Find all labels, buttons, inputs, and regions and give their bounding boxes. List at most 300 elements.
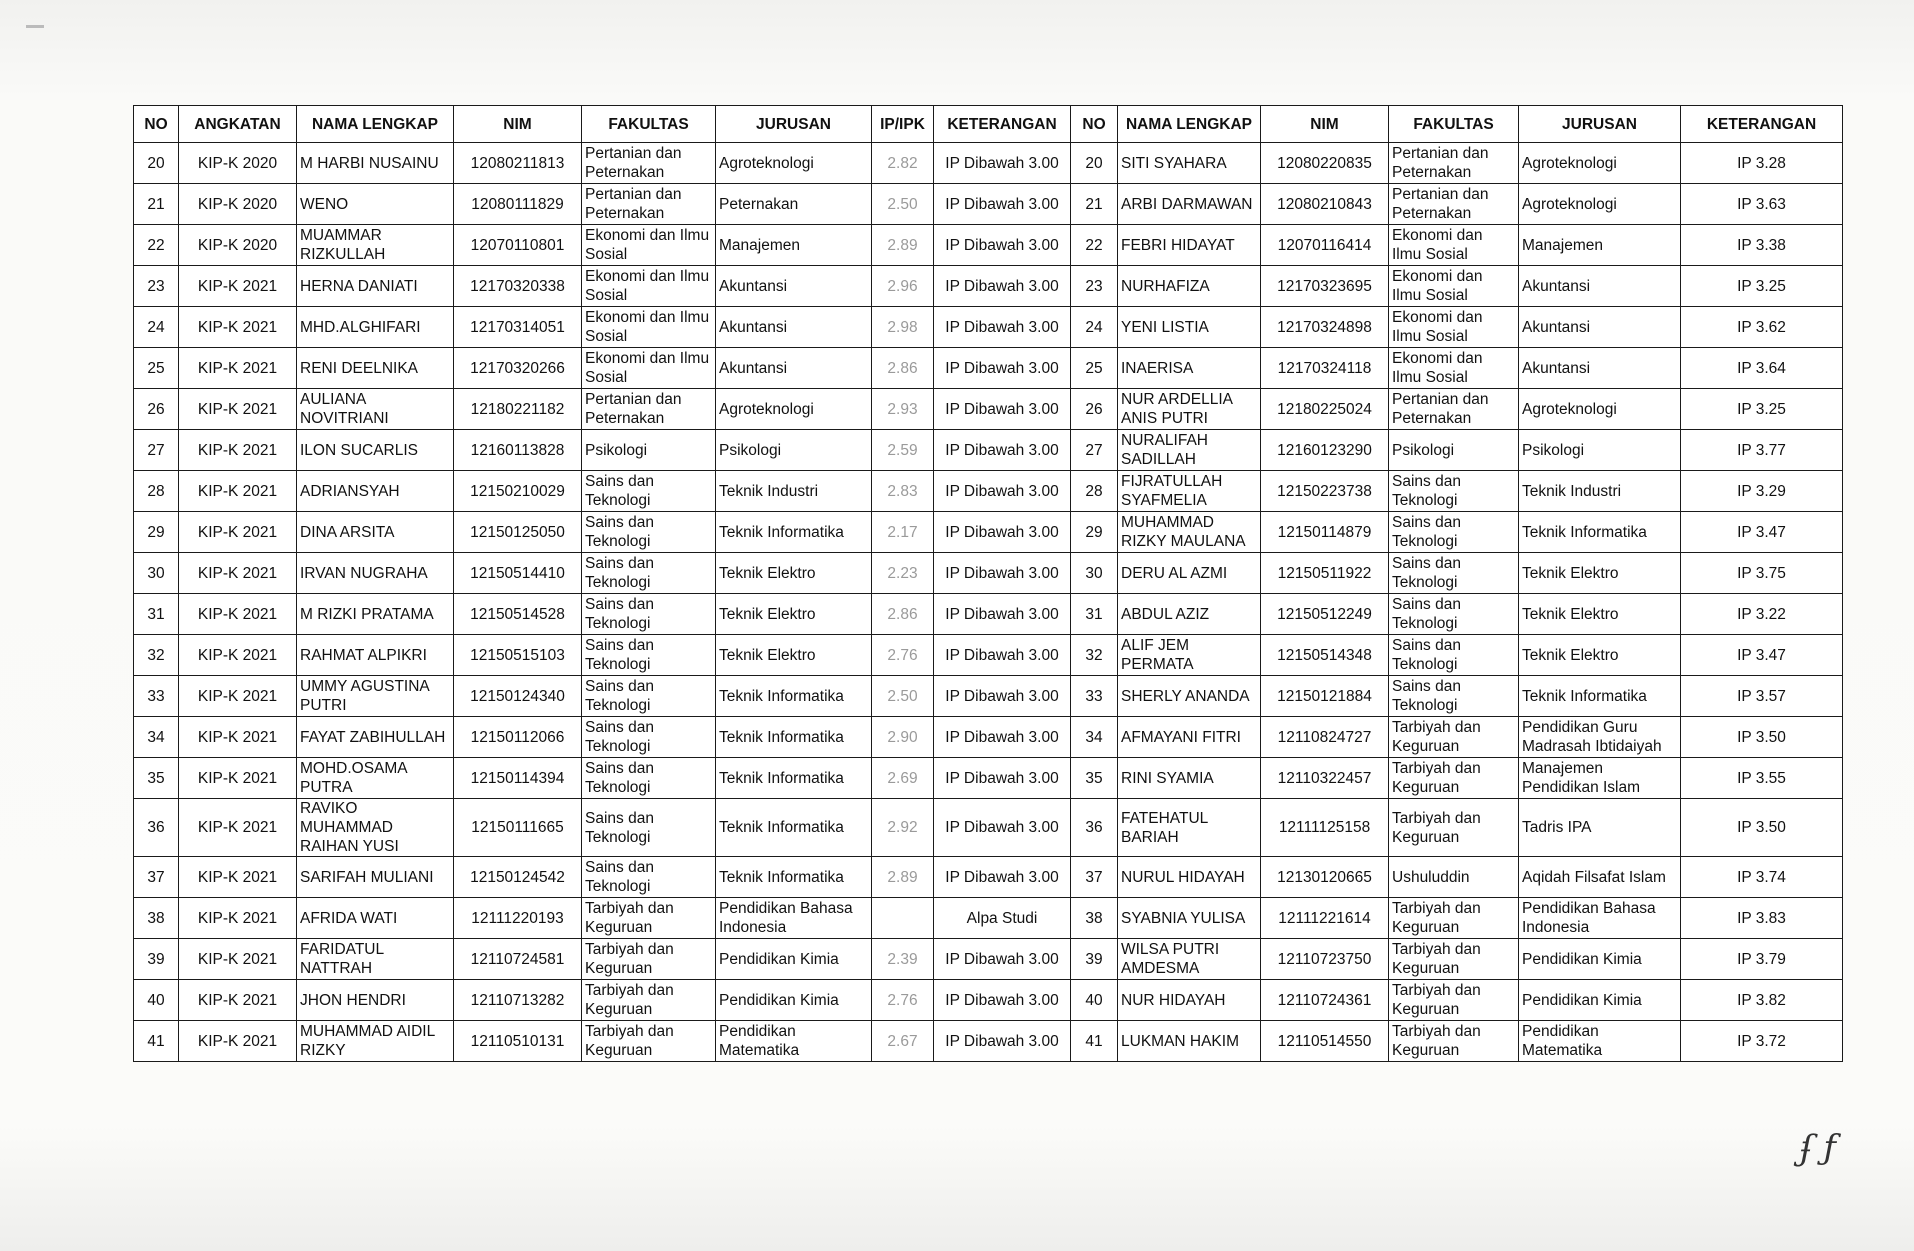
table-row [134, 553, 1843, 594]
cell-angkatan: KIP-K 2021 [179, 799, 297, 857]
cell-nama: JHON HENDRI [297, 980, 454, 1021]
cell-jurusan: Teknik Informatika [716, 512, 872, 553]
cell-ipk: 2.86 [872, 348, 934, 389]
cell-no2: 22 [1071, 225, 1118, 266]
cell-nama2: FEBRI HIDAYAT [1118, 225, 1261, 266]
cell-fakultas2: Sains dan Teknologi [1389, 512, 1519, 553]
table-row [134, 635, 1843, 676]
cell-no: 20 [134, 143, 179, 184]
cell-jurusan: Teknik Informatika [716, 758, 872, 799]
cell-nama: M RIZKI PRATAMA [297, 594, 454, 635]
cell-fakultas2: Tarbiyah dan Keguruan [1389, 717, 1519, 758]
cell-keterangan: IP Dibawah 3.00 [934, 939, 1071, 980]
cell-nim2: 12110723750 [1261, 939, 1389, 980]
cell-nama2: FATEHATUL BARIAH [1118, 799, 1261, 857]
table-row [134, 184, 1843, 225]
cell-nim2: 12110824727 [1261, 717, 1389, 758]
header-keterangan: KETERANGAN [934, 106, 1071, 143]
header-no-2: NO [1071, 106, 1118, 143]
cell-nim2: 12150114879 [1261, 512, 1389, 553]
cell-fakultas2: Tarbiyah dan Keguruan [1389, 939, 1519, 980]
student-table-container [133, 105, 1842, 1062]
cell-ipk: 2.59 [872, 430, 934, 471]
cell-ipk: 2.92 [872, 799, 934, 857]
cell-keterangan2: IP 3.83 [1681, 898, 1843, 939]
cell-fakultas: Sains dan Teknologi [582, 553, 716, 594]
cell-no2: 25 [1071, 348, 1118, 389]
cell-jurusan2: Agroteknologi [1519, 143, 1681, 184]
cell-nama2: SYABNIA YULISA [1118, 898, 1261, 939]
cell-jurusan: Teknik Industri [716, 471, 872, 512]
header-jurusan: JURUSAN [716, 106, 872, 143]
cell-ipk: 2.89 [872, 857, 934, 898]
cell-nama2: ABDUL AZIZ [1118, 594, 1261, 635]
student-table [133, 105, 1843, 1062]
cell-jurusan2: Aqidah Filsafat Islam [1519, 857, 1681, 898]
cell-jurusan2: Pendidikan Kimia [1519, 939, 1681, 980]
cell-angkatan: KIP-K 2021 [179, 1021, 297, 1062]
table-row [134, 225, 1843, 266]
scan-mark [26, 25, 44, 28]
cell-no: 36 [134, 799, 179, 857]
cell-angkatan: KIP-K 2021 [179, 898, 297, 939]
cell-angkatan: KIP-K 2020 [179, 225, 297, 266]
cell-fakultas: Sains dan Teknologi [582, 799, 716, 857]
cell-jurusan2: Teknik Industri [1519, 471, 1681, 512]
cell-jurusan2: Pendidikan Guru Madrasah Ibtidaiyah [1519, 717, 1681, 758]
cell-nama: FARIDATUL NATTRAH [297, 939, 454, 980]
cell-nim2: 12150514348 [1261, 635, 1389, 676]
cell-keterangan: IP Dibawah 3.00 [934, 184, 1071, 225]
cell-nama2: NURALIFAH SADILLAH [1118, 430, 1261, 471]
header-fakultas-2: FAKULTAS [1389, 106, 1519, 143]
cell-nim2: 12150512249 [1261, 594, 1389, 635]
cell-fakultas: Ekonomi dan Ilmu Sosial [582, 348, 716, 389]
table-row [134, 980, 1843, 1021]
cell-nim2: 12070116414 [1261, 225, 1389, 266]
cell-ipk: 2.17 [872, 512, 934, 553]
cell-no: 32 [134, 635, 179, 676]
cell-no: 35 [134, 758, 179, 799]
table-row [134, 307, 1843, 348]
cell-jurusan2: Teknik Informatika [1519, 512, 1681, 553]
cell-nama2: FIJRATULLAH SYAFMELIA [1118, 471, 1261, 512]
cell-nama: MHD.ALGHIFARI [297, 307, 454, 348]
cell-nama: MUAMMAR RIZKULLAH [297, 225, 454, 266]
cell-no2: 40 [1071, 980, 1118, 1021]
cell-ipk: 2.67 [872, 1021, 934, 1062]
cell-ipk: 2.39 [872, 939, 934, 980]
cell-keterangan: IP Dibawah 3.00 [934, 799, 1071, 857]
cell-jurusan: Teknik Informatika [716, 857, 872, 898]
cell-no: 25 [134, 348, 179, 389]
cell-nama: RAHMAT ALPIKRI [297, 635, 454, 676]
cell-fakultas: Ekonomi dan Ilmu Sosial [582, 307, 716, 348]
cell-no2: 34 [1071, 717, 1118, 758]
cell-nim: 12150514410 [454, 553, 582, 594]
table-row [134, 389, 1843, 430]
cell-fakultas: Psikologi [582, 430, 716, 471]
cell-keterangan2: IP 3.50 [1681, 717, 1843, 758]
table-row [134, 898, 1843, 939]
cell-nim: 12150210029 [454, 471, 582, 512]
cell-fakultas: Tarbiyah dan Keguruan [582, 980, 716, 1021]
header-no: NO [134, 106, 179, 143]
cell-no2: 21 [1071, 184, 1118, 225]
cell-nama: FAYAT ZABIHULLAH [297, 717, 454, 758]
cell-nama2: DERU AL AZMI [1118, 553, 1261, 594]
cell-no2: 35 [1071, 758, 1118, 799]
cell-jurusan: Akuntansi [716, 307, 872, 348]
cell-jurusan: Manajemen [716, 225, 872, 266]
cell-fakultas: Sains dan Teknologi [582, 512, 716, 553]
cell-no: 38 [134, 898, 179, 939]
cell-nim2: 12170324118 [1261, 348, 1389, 389]
cell-fakultas: Sains dan Teknologi [582, 857, 716, 898]
cell-fakultas: Tarbiyah dan Keguruan [582, 939, 716, 980]
cell-keterangan2: IP 3.62 [1681, 307, 1843, 348]
cell-nama: DINA ARSITA [297, 512, 454, 553]
cell-no: 34 [134, 717, 179, 758]
cell-no2: 27 [1071, 430, 1118, 471]
cell-nim: 12150114394 [454, 758, 582, 799]
cell-angkatan: KIP-K 2021 [179, 471, 297, 512]
cell-ipk: 2.82 [872, 143, 934, 184]
cell-jurusan: Pendidikan Bahasa Indonesia [716, 898, 872, 939]
cell-jurusan2: Tadris IPA [1519, 799, 1681, 857]
cell-nim: 12080111829 [454, 184, 582, 225]
cell-jurusan: Agroteknologi [716, 389, 872, 430]
cell-nama2: SITI SYAHARA [1118, 143, 1261, 184]
cell-no2: 38 [1071, 898, 1118, 939]
cell-keterangan2: IP 3.29 [1681, 471, 1843, 512]
cell-fakultas: Sains dan Teknologi [582, 635, 716, 676]
cell-angkatan: KIP-K 2021 [179, 389, 297, 430]
table-row [134, 758, 1843, 799]
cell-keterangan2: IP 3.47 [1681, 635, 1843, 676]
cell-nim: 12180221182 [454, 389, 582, 430]
cell-keterangan2: IP 3.72 [1681, 1021, 1843, 1062]
cell-keterangan: IP Dibawah 3.00 [934, 389, 1071, 430]
cell-ipk: 2.76 [872, 980, 934, 1021]
cell-keterangan: IP Dibawah 3.00 [934, 1021, 1071, 1062]
cell-fakultas2: Psikologi [1389, 430, 1519, 471]
header-row [134, 106, 1843, 143]
cell-no: 30 [134, 553, 179, 594]
cell-no: 27 [134, 430, 179, 471]
cell-no2: 37 [1071, 857, 1118, 898]
cell-fakultas: Pertanian dan Peternakan [582, 389, 716, 430]
cell-keterangan: IP Dibawah 3.00 [934, 717, 1071, 758]
cell-keterangan: IP Dibawah 3.00 [934, 430, 1071, 471]
cell-jurusan: Akuntansi [716, 266, 872, 307]
cell-nim: 12150514528 [454, 594, 582, 635]
cell-nim2: 12170323695 [1261, 266, 1389, 307]
cell-keterangan: IP Dibawah 3.00 [934, 225, 1071, 266]
cell-jurusan: Pendidikan Kimia [716, 939, 872, 980]
cell-no2: 31 [1071, 594, 1118, 635]
header-jurusan-2: JURUSAN [1519, 106, 1681, 143]
cell-nama: UMMY AGUSTINA PUTRI [297, 676, 454, 717]
cell-keterangan2: IP 3.79 [1681, 939, 1843, 980]
cell-fakultas: Sains dan Teknologi [582, 717, 716, 758]
table-row [134, 471, 1843, 512]
cell-jurusan2: Akuntansi [1519, 348, 1681, 389]
cell-nama: RAVIKO MUHAMMAD RAIHAN YUSI [297, 799, 454, 857]
cell-angkatan: KIP-K 2021 [179, 717, 297, 758]
table-row [134, 430, 1843, 471]
header-nim-2: NIM [1261, 106, 1389, 143]
cell-keterangan: IP Dibawah 3.00 [934, 980, 1071, 1021]
cell-jurusan: Agroteknologi [716, 143, 872, 184]
cell-fakultas2: Pertanian dan Peternakan [1389, 143, 1519, 184]
table-row [134, 799, 1843, 857]
cell-keterangan2: IP 3.77 [1681, 430, 1843, 471]
cell-no2: 29 [1071, 512, 1118, 553]
cell-jurusan2: Manajemen Pendidikan Islam [1519, 758, 1681, 799]
cell-jurusan: Teknik Informatika [716, 799, 872, 857]
table-row [134, 717, 1843, 758]
cell-angkatan: KIP-K 2020 [179, 184, 297, 225]
cell-jurusan: Peternakan [716, 184, 872, 225]
cell-jurusan2: Teknik Elektro [1519, 594, 1681, 635]
cell-keterangan2: IP 3.50 [1681, 799, 1843, 857]
cell-nim: 12110724581 [454, 939, 582, 980]
cell-no: 41 [134, 1021, 179, 1062]
cell-nim2: 12150511922 [1261, 553, 1389, 594]
cell-nim2: 12110514550 [1261, 1021, 1389, 1062]
cell-keterangan2: IP 3.47 [1681, 512, 1843, 553]
cell-ipk: 2.50 [872, 184, 934, 225]
cell-keterangan2: IP 3.38 [1681, 225, 1843, 266]
cell-angkatan: KIP-K 2021 [179, 758, 297, 799]
cell-keterangan2: IP 3.74 [1681, 857, 1843, 898]
header-nama: NAMA LENGKAP [297, 106, 454, 143]
cell-nama2: ARBI DARMAWAN [1118, 184, 1261, 225]
cell-keterangan2: IP 3.63 [1681, 184, 1843, 225]
cell-nama2: NUR ARDELLIA ANIS PUTRI [1118, 389, 1261, 430]
cell-jurusan: Psikologi [716, 430, 872, 471]
cell-ipk: 2.89 [872, 225, 934, 266]
cell-no: 23 [134, 266, 179, 307]
cell-ipk: 2.90 [872, 717, 934, 758]
table-row [134, 348, 1843, 389]
header-keterangan-2: KETERANGAN [1681, 106, 1843, 143]
cell-nama2: ALIF JEM PERMATA [1118, 635, 1261, 676]
cell-jurusan: Teknik Elektro [716, 594, 872, 635]
table-row [134, 939, 1843, 980]
cell-angkatan: KIP-K 2021 [179, 635, 297, 676]
cell-nama: ADRIANSYAH [297, 471, 454, 512]
cell-angkatan: KIP-K 2021 [179, 980, 297, 1021]
cell-nama2: SHERLY ANANDA [1118, 676, 1261, 717]
cell-nim2: 12110724361 [1261, 980, 1389, 1021]
table-row [134, 143, 1843, 184]
cell-no2: 28 [1071, 471, 1118, 512]
cell-no2: 30 [1071, 553, 1118, 594]
cell-nim: 12110510131 [454, 1021, 582, 1062]
cell-fakultas2: Ekonomi dan Ilmu Sosial [1389, 266, 1519, 307]
cell-jurusan2: Agroteknologi [1519, 184, 1681, 225]
cell-keterangan: IP Dibawah 3.00 [934, 857, 1071, 898]
cell-nim2: 12170324898 [1261, 307, 1389, 348]
cell-jurusan: Pendidikan Kimia [716, 980, 872, 1021]
cell-fakultas2: Sains dan Teknologi [1389, 471, 1519, 512]
cell-nim2: 12080220835 [1261, 143, 1389, 184]
cell-nama2: NURUL HIDAYAH [1118, 857, 1261, 898]
cell-fakultas: Ekonomi dan Ilmu Sosial [582, 266, 716, 307]
cell-no: 24 [134, 307, 179, 348]
cell-nim: 12150125050 [454, 512, 582, 553]
cell-no2: 41 [1071, 1021, 1118, 1062]
cell-jurusan: Pendidikan Matematika [716, 1021, 872, 1062]
header-angkatan: ANGKATAN [179, 106, 297, 143]
cell-ipk: 2.76 [872, 635, 934, 676]
cell-jurusan2: Akuntansi [1519, 266, 1681, 307]
cell-angkatan: KIP-K 2021 [179, 857, 297, 898]
cell-nim2: 12110322457 [1261, 758, 1389, 799]
cell-fakultas: Tarbiyah dan Keguruan [582, 898, 716, 939]
cell-fakultas2: Pertanian dan Peternakan [1389, 184, 1519, 225]
cell-nama: MUHAMMAD AIDIL RIZKY [297, 1021, 454, 1062]
cell-fakultas2: Sains dan Teknologi [1389, 553, 1519, 594]
cell-jurusan2: Pendidikan Kimia [1519, 980, 1681, 1021]
cell-jurusan2: Pendidikan Bahasa Indonesia [1519, 898, 1681, 939]
cell-angkatan: KIP-K 2021 [179, 939, 297, 980]
cell-ipk: 2.86 [872, 594, 934, 635]
cell-fakultas2: Sains dan Teknologi [1389, 676, 1519, 717]
cell-nama: AULIANA NOVITRIANI [297, 389, 454, 430]
cell-angkatan: KIP-K 2021 [179, 594, 297, 635]
cell-no: 28 [134, 471, 179, 512]
table-row [134, 512, 1843, 553]
cell-fakultas2: Tarbiyah dan Keguruan [1389, 980, 1519, 1021]
cell-fakultas: Sains dan Teknologi [582, 471, 716, 512]
cell-no2: 24 [1071, 307, 1118, 348]
cell-keterangan: IP Dibawah 3.00 [934, 758, 1071, 799]
cell-nim2: 12080210843 [1261, 184, 1389, 225]
cell-fakultas2: Tarbiyah dan Keguruan [1389, 758, 1519, 799]
cell-nama2: RINI SYAMIA [1118, 758, 1261, 799]
cell-no2: 23 [1071, 266, 1118, 307]
table-row [134, 857, 1843, 898]
cell-no: 21 [134, 184, 179, 225]
cell-nim: 12160113828 [454, 430, 582, 471]
cell-ipk [872, 898, 934, 939]
cell-nama2: MUHAMMAD RIZKY MAULANA [1118, 512, 1261, 553]
cell-nama2: INAERISA [1118, 348, 1261, 389]
cell-nama2: AFMAYANI FITRI [1118, 717, 1261, 758]
cell-nim: 12111220193 [454, 898, 582, 939]
cell-angkatan: KIP-K 2020 [179, 143, 297, 184]
cell-jurusan2: Agroteknologi [1519, 389, 1681, 430]
cell-no2: 33 [1071, 676, 1118, 717]
cell-nama2: NURHAFIZA [1118, 266, 1261, 307]
cell-nama: MOHD.OSAMA PUTRA [297, 758, 454, 799]
cell-nama: HERNA DANIATI [297, 266, 454, 307]
cell-jurusan: Teknik Elektro [716, 553, 872, 594]
header-ipk: IP/IPK [872, 106, 934, 143]
cell-keterangan2: IP 3.25 [1681, 266, 1843, 307]
cell-keterangan: IP Dibawah 3.00 [934, 143, 1071, 184]
cell-keterangan2: IP 3.82 [1681, 980, 1843, 1021]
cell-nim: 12150112066 [454, 717, 582, 758]
cell-no: 22 [134, 225, 179, 266]
cell-keterangan: IP Dibawah 3.00 [934, 348, 1071, 389]
cell-fakultas: Pertanian dan Peternakan [582, 143, 716, 184]
cell-no: 29 [134, 512, 179, 553]
cell-keterangan2: IP 3.22 [1681, 594, 1843, 635]
cell-no: 40 [134, 980, 179, 1021]
cell-nama: WENO [297, 184, 454, 225]
cell-fakultas2: Ekonomi dan Ilmu Sosial [1389, 307, 1519, 348]
cell-nim: 12110713282 [454, 980, 582, 1021]
table-row [134, 594, 1843, 635]
cell-no: 31 [134, 594, 179, 635]
cell-fakultas: Pertanian dan Peternakan [582, 184, 716, 225]
cell-nim: 12150124340 [454, 676, 582, 717]
table-row [134, 676, 1843, 717]
cell-keterangan2: IP 3.28 [1681, 143, 1843, 184]
header-nim: NIM [454, 106, 582, 143]
cell-keterangan2: IP 3.57 [1681, 676, 1843, 717]
cell-nim: 12170320338 [454, 266, 582, 307]
cell-fakultas2: Sains dan Teknologi [1389, 594, 1519, 635]
cell-nim2: 12180225024 [1261, 389, 1389, 430]
cell-fakultas: Sains dan Teknologi [582, 594, 716, 635]
cell-fakultas2: Tarbiyah dan Keguruan [1389, 898, 1519, 939]
cell-keterangan: Alpa Studi [934, 898, 1071, 939]
cell-nim2: 12111125158 [1261, 799, 1389, 857]
cell-fakultas: Sains dan Teknologi [582, 758, 716, 799]
cell-no: 33 [134, 676, 179, 717]
cell-keterangan: IP Dibawah 3.00 [934, 594, 1071, 635]
cell-nama: SARIFAH MULIANI [297, 857, 454, 898]
cell-keterangan: IP Dibawah 3.00 [934, 307, 1071, 348]
cell-nama2: NUR HIDAYAH [1118, 980, 1261, 1021]
cell-nama: ILON SUCARLIS [297, 430, 454, 471]
cell-keterangan: IP Dibawah 3.00 [934, 471, 1071, 512]
cell-keterangan: IP Dibawah 3.00 [934, 266, 1071, 307]
cell-keterangan: IP Dibawah 3.00 [934, 676, 1071, 717]
cell-nama: RENI DEELNIKA [297, 348, 454, 389]
cell-keterangan: IP Dibawah 3.00 [934, 553, 1071, 594]
header-fakultas: FAKULTAS [582, 106, 716, 143]
cell-fakultas2: Tarbiyah dan Keguruan [1389, 799, 1519, 857]
cell-angkatan: KIP-K 2021 [179, 348, 297, 389]
cell-no2: 32 [1071, 635, 1118, 676]
cell-nim2: 12130120665 [1261, 857, 1389, 898]
cell-keterangan2: IP 3.64 [1681, 348, 1843, 389]
table-row [134, 1021, 1843, 1062]
cell-nim: 12150111665 [454, 799, 582, 857]
cell-no: 37 [134, 857, 179, 898]
cell-jurusan2: Teknik Elektro [1519, 635, 1681, 676]
cell-fakultas: Tarbiyah dan Keguruan [582, 1021, 716, 1062]
cell-angkatan: KIP-K 2021 [179, 307, 297, 348]
header-nama-2: NAMA LENGKAP [1118, 106, 1261, 143]
cell-no: 26 [134, 389, 179, 430]
cell-fakultas: Ekonomi dan Ilmu Sosial [582, 225, 716, 266]
cell-nama: M HARBI NUSAINU [297, 143, 454, 184]
cell-fakultas2: Ekonomi dan Ilmu Sosial [1389, 348, 1519, 389]
cell-nama: AFRIDA WATI [297, 898, 454, 939]
cell-jurusan: Teknik Elektro [716, 635, 872, 676]
cell-fakultas2: Tarbiyah dan Keguruan [1389, 1021, 1519, 1062]
cell-no2: 26 [1071, 389, 1118, 430]
cell-fakultas2: Ekonomi dan Ilmu Sosial [1389, 225, 1519, 266]
cell-angkatan: KIP-K 2021 [179, 430, 297, 471]
